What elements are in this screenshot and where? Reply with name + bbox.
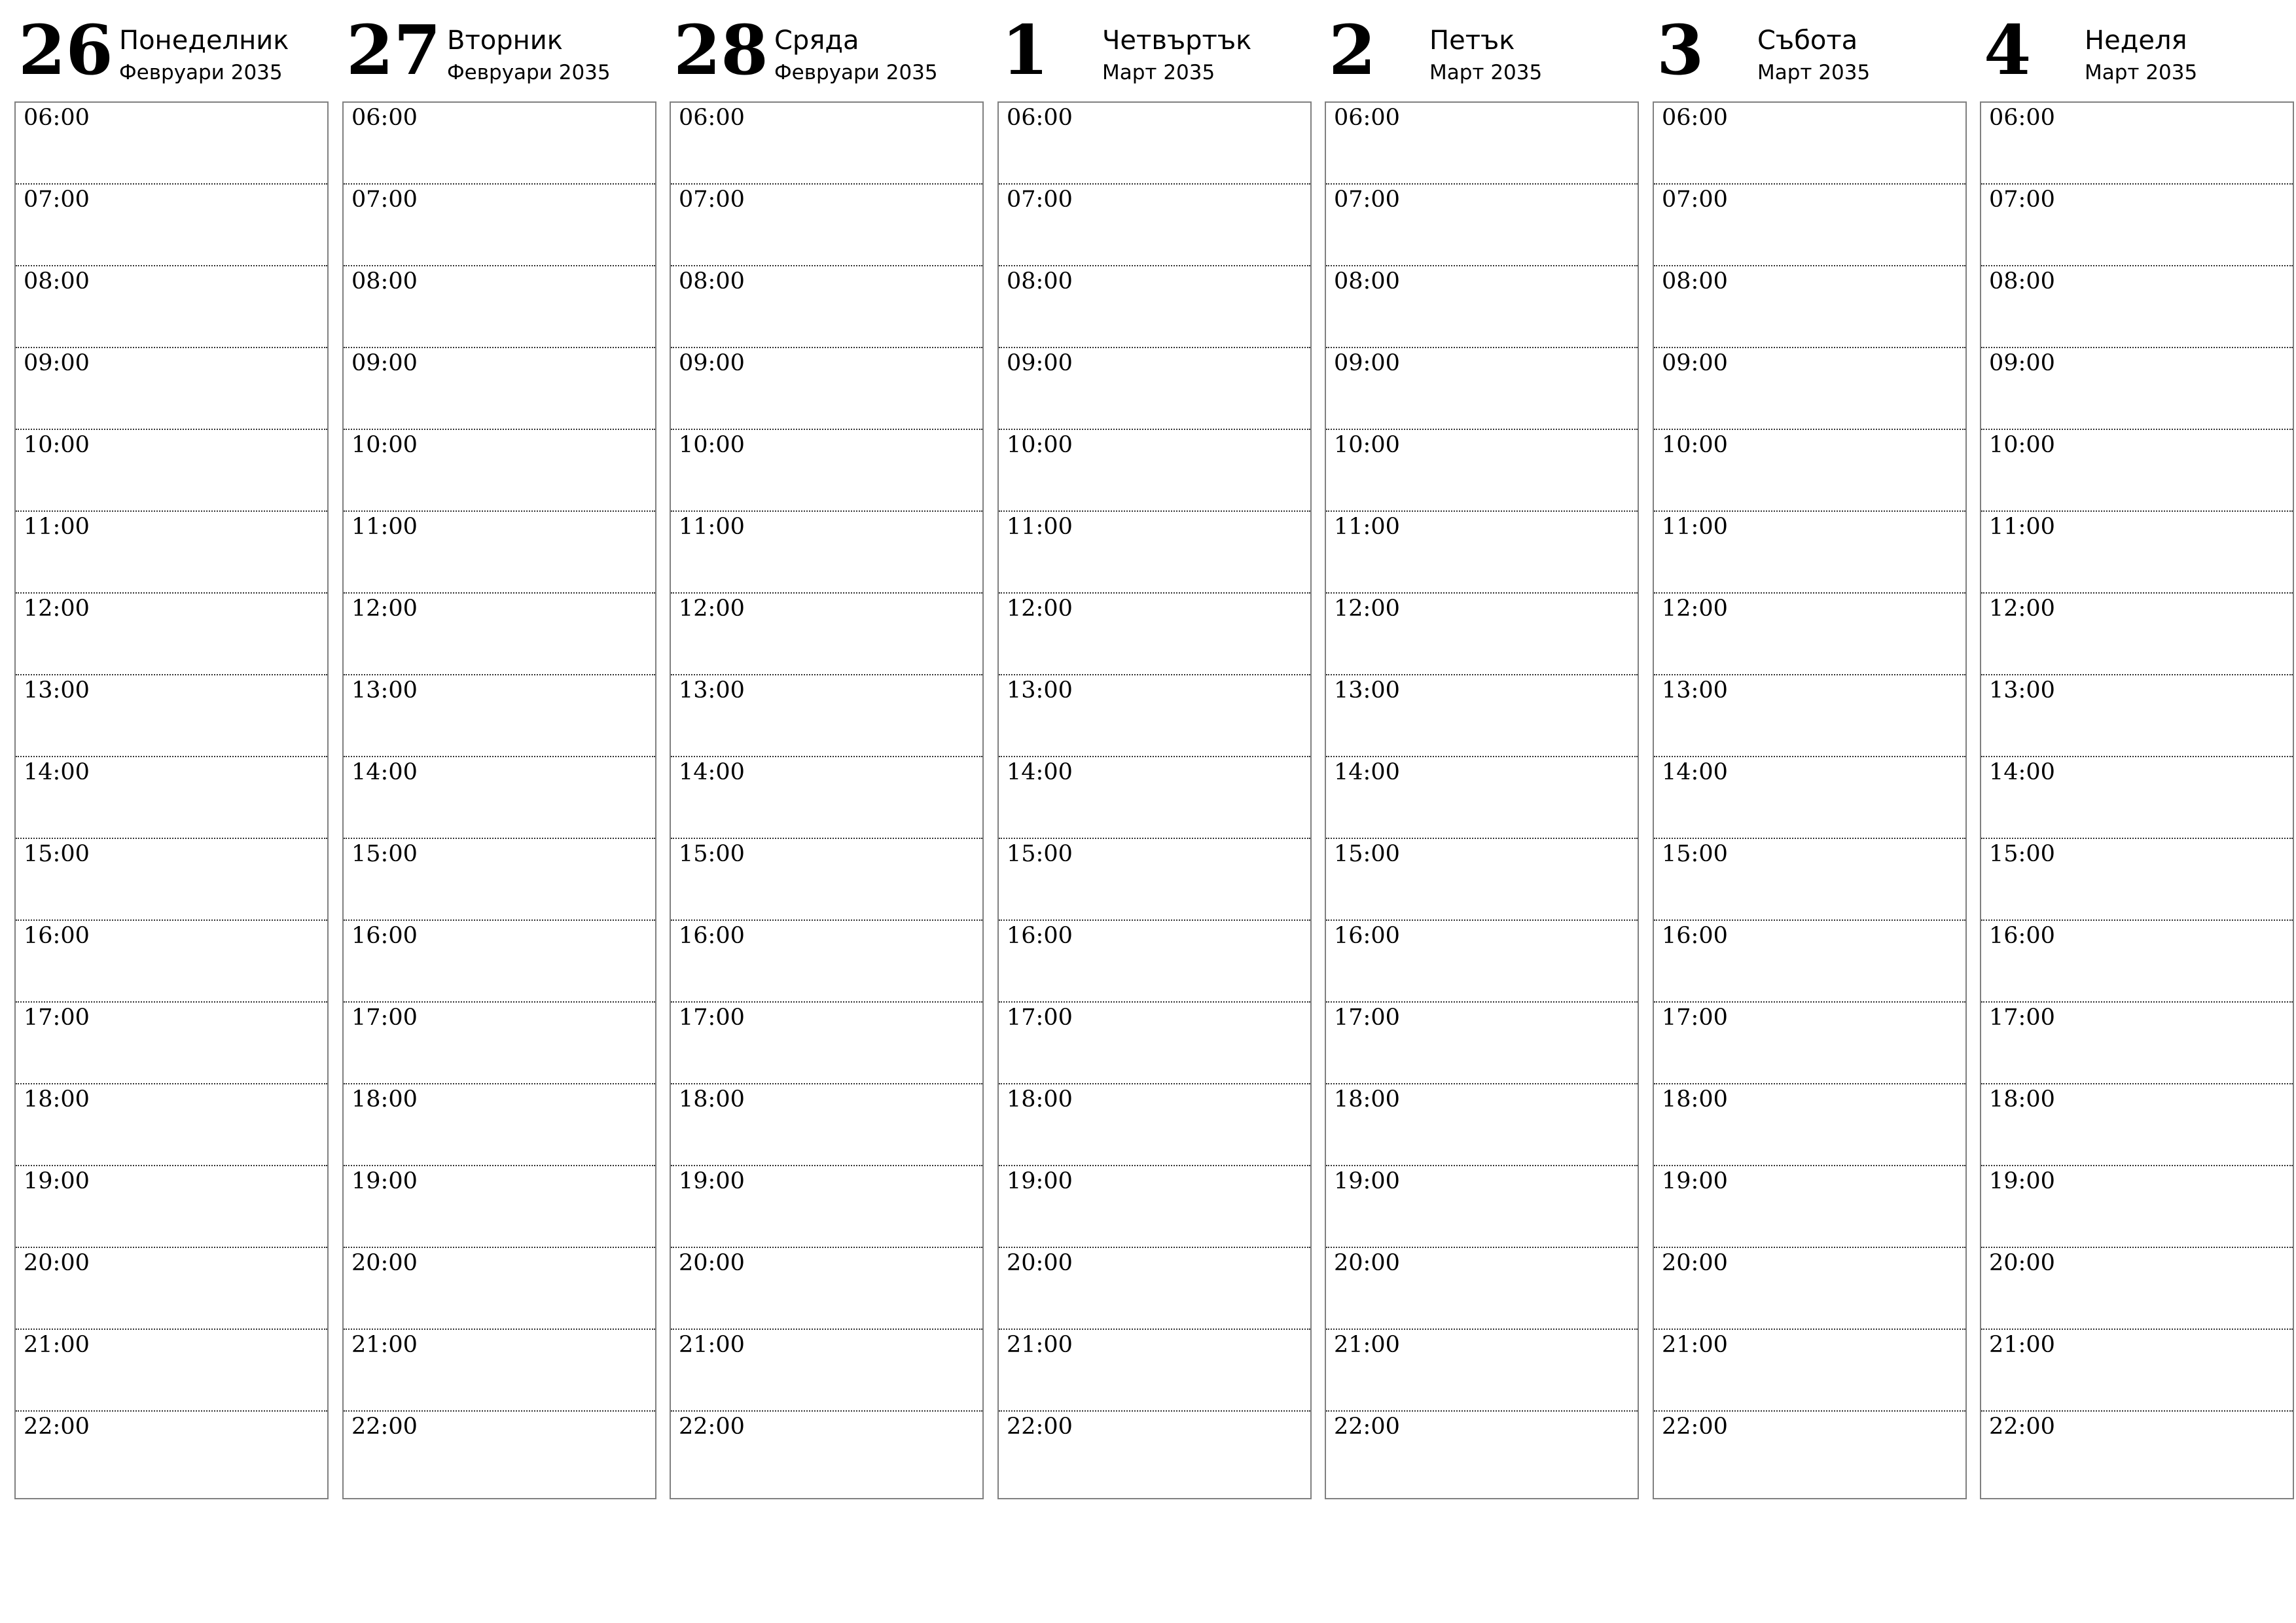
hour-slot[interactable]	[671, 1166, 982, 1248]
hour-label: 13:00	[351, 677, 418, 704]
hour-label: 07:00	[1662, 187, 1728, 213]
hour-label: 06:00	[1662, 105, 1728, 131]
hour-slot[interactable]	[1326, 675, 1638, 757]
hour-slot[interactable]	[1326, 1412, 1638, 1498]
hour-slot[interactable]	[16, 1248, 327, 1330]
hour-label: 17:00	[1334, 1005, 1400, 1031]
day-schedule-box	[1653, 101, 1967, 1499]
hour-slot[interactable]	[1981, 675, 2293, 757]
hour-label: 22:00	[1334, 1414, 1400, 1440]
hour-label: 12:00	[1989, 596, 2055, 622]
hour-slot[interactable]	[671, 1330, 982, 1412]
hour-slot[interactable]	[1981, 839, 2293, 921]
hour-slot[interactable]	[999, 1084, 1310, 1166]
day-number: 3	[1657, 10, 1704, 90]
hour-label: 07:00	[24, 187, 90, 213]
hour-label: 18:00	[351, 1086, 418, 1113]
hour-slot[interactable]	[1981, 1084, 2293, 1166]
hour-label: 19:00	[1334, 1168, 1400, 1194]
hour-slot[interactable]	[16, 430, 327, 512]
hour-slot[interactable]	[671, 921, 982, 1003]
hour-label: 18:00	[1007, 1086, 1073, 1113]
hour-label: 22:00	[24, 1414, 90, 1440]
hour-slot[interactable]	[1326, 757, 1638, 839]
hour-label: 22:00	[1007, 1414, 1073, 1440]
hour-slot[interactable]	[1654, 185, 1965, 266]
hour-slot[interactable]	[1981, 103, 2293, 185]
day-header	[342, 0, 656, 98]
hour-label: 22:00	[1989, 1414, 2055, 1440]
hour-label: 11:00	[1007, 514, 1073, 540]
hour-label: 21:00	[679, 1332, 745, 1358]
hour-label: 12:00	[1007, 596, 1073, 622]
hour-slot[interactable]	[1654, 430, 1965, 512]
day-header	[14, 0, 329, 98]
hour-label: 17:00	[1662, 1005, 1728, 1031]
day-schedule-box	[670, 101, 984, 1499]
hour-label: 06:00	[1007, 105, 1073, 131]
month-year-label: Февруари 2035	[774, 61, 938, 84]
hour-slot[interactable]	[1654, 1330, 1965, 1412]
month-year-label: Март 2035	[1757, 61, 1871, 84]
hour-label: 10:00	[679, 432, 745, 458]
hour-label: 21:00	[1334, 1332, 1400, 1358]
hour-label: 15:00	[1989, 841, 2055, 867]
hour-label: 18:00	[1989, 1086, 2055, 1113]
hour-label: 08:00	[1989, 268, 2055, 294]
weekday-label: Петък	[1429, 26, 1515, 56]
hour-slot[interactable]	[671, 675, 982, 757]
hour-label: 10:00	[1662, 432, 1728, 458]
hour-label: 19:00	[1662, 1168, 1728, 1194]
hour-label: 19:00	[1007, 1168, 1073, 1194]
day-header	[670, 0, 984, 98]
hour-slot[interactable]	[1981, 1330, 2293, 1412]
hour-label: 15:00	[24, 841, 90, 867]
hour-slot[interactable]	[16, 1166, 327, 1248]
hour-slot[interactable]	[1654, 1084, 1965, 1166]
hour-slot[interactable]	[671, 1248, 982, 1330]
day-column	[670, 0, 984, 1505]
hour-label: 21:00	[1989, 1332, 2055, 1358]
hour-label: 17:00	[679, 1005, 745, 1031]
hour-slot[interactable]	[1981, 512, 2293, 594]
hour-slot[interactable]	[1981, 266, 2293, 348]
hour-slot[interactable]	[999, 594, 1310, 675]
hour-label: 15:00	[1334, 841, 1400, 867]
hour-slot[interactable]	[1981, 594, 2293, 675]
hour-slot[interactable]	[999, 839, 1310, 921]
hour-label: 11:00	[1989, 514, 2055, 540]
hour-slot[interactable]	[999, 1166, 1310, 1248]
hour-slot[interactable]	[1326, 1166, 1638, 1248]
hour-label: 08:00	[679, 268, 745, 294]
hour-label: 17:00	[24, 1005, 90, 1031]
hour-slot[interactable]	[344, 266, 655, 348]
hour-slot[interactable]	[671, 594, 982, 675]
hour-label: 19:00	[679, 1168, 745, 1194]
hour-label: 11:00	[1334, 514, 1400, 540]
weekday-label: Сряда	[774, 26, 859, 56]
hour-label: 18:00	[24, 1086, 90, 1113]
day-header	[997, 0, 1312, 98]
hour-slot[interactable]	[671, 185, 982, 266]
hour-label: 10:00	[1007, 432, 1073, 458]
hour-slot[interactable]	[1326, 921, 1638, 1003]
hour-label: 15:00	[351, 841, 418, 867]
hour-slot[interactable]	[16, 594, 327, 675]
hour-label: 13:00	[24, 677, 90, 704]
hour-slot[interactable]	[1654, 348, 1965, 430]
hour-label: 13:00	[1989, 677, 2055, 704]
hour-slot[interactable]	[16, 185, 327, 266]
hour-slot[interactable]	[1326, 512, 1638, 594]
hour-label: 06:00	[1989, 105, 2055, 131]
hour-slot[interactable]	[16, 757, 327, 839]
hour-label: 09:00	[679, 350, 745, 376]
weekday-label: Понеделник	[119, 26, 289, 56]
hour-label: 14:00	[1662, 759, 1728, 785]
hour-label: 06:00	[679, 105, 745, 131]
hour-label: 13:00	[679, 677, 745, 704]
hour-label: 18:00	[1334, 1086, 1400, 1113]
hour-slot[interactable]	[1654, 103, 1965, 185]
hour-label: 12:00	[24, 596, 90, 622]
day-schedule-box	[1325, 101, 1639, 1499]
hour-slot[interactable]	[671, 512, 982, 594]
hour-slot[interactable]	[344, 103, 655, 185]
hour-slot[interactable]	[16, 921, 327, 1003]
hour-slot[interactable]	[1326, 839, 1638, 921]
hour-label: 12:00	[1662, 596, 1728, 622]
hour-slot[interactable]	[999, 103, 1310, 185]
hour-slot[interactable]	[344, 1248, 655, 1330]
hour-label: 20:00	[1334, 1250, 1400, 1276]
hour-slot[interactable]	[1654, 512, 1965, 594]
hour-label: 19:00	[351, 1168, 418, 1194]
hour-slot[interactable]	[1981, 1003, 2293, 1084]
hour-slot[interactable]	[344, 1412, 655, 1498]
hour-label: 13:00	[1662, 677, 1728, 704]
hour-label: 07:00	[679, 187, 745, 213]
hour-slot[interactable]	[16, 266, 327, 348]
hour-slot[interactable]	[999, 1330, 1310, 1412]
hour-slot[interactable]	[344, 594, 655, 675]
hour-label: 14:00	[1334, 759, 1400, 785]
day-column	[14, 0, 329, 1505]
hour-label: 14:00	[679, 759, 745, 785]
hour-label: 06:00	[1334, 105, 1400, 131]
hour-label: 13:00	[1334, 677, 1400, 704]
hour-slot[interactable]	[999, 348, 1310, 430]
hour-label: 21:00	[1007, 1332, 1073, 1358]
day-header	[1325, 0, 1639, 98]
day-number: 28	[673, 10, 768, 90]
hour-slot[interactable]	[999, 675, 1310, 757]
hour-slot[interactable]	[1326, 430, 1638, 512]
hour-slot[interactable]	[16, 675, 327, 757]
hour-slot[interactable]	[344, 757, 655, 839]
hour-label: 08:00	[1334, 268, 1400, 294]
hour-label: 20:00	[679, 1250, 745, 1276]
day-number: 2	[1329, 10, 1376, 90]
hour-slot[interactable]	[1654, 839, 1965, 921]
hour-label: 22:00	[351, 1414, 418, 1440]
hour-slot[interactable]	[344, 1003, 655, 1084]
hour-slot[interactable]	[671, 1084, 982, 1166]
hour-slot[interactable]	[671, 1003, 982, 1084]
hour-label: 18:00	[679, 1086, 745, 1113]
hour-slot[interactable]	[1326, 266, 1638, 348]
hour-slot[interactable]	[344, 1330, 655, 1412]
hour-label: 08:00	[1007, 268, 1073, 294]
hour-label: 19:00	[24, 1168, 90, 1194]
hour-label: 15:00	[1007, 841, 1073, 867]
hour-label: 15:00	[679, 841, 745, 867]
hour-slot[interactable]	[344, 1166, 655, 1248]
hour-slot[interactable]	[1654, 1412, 1965, 1498]
hour-label: 08:00	[24, 268, 90, 294]
hour-label: 14:00	[1007, 759, 1073, 785]
hour-label: 06:00	[24, 105, 90, 131]
hour-label: 10:00	[351, 432, 418, 458]
hour-label: 22:00	[1662, 1414, 1728, 1440]
hour-label: 09:00	[1007, 350, 1073, 376]
hour-label: 20:00	[1989, 1250, 2055, 1276]
hour-label: 07:00	[1989, 187, 2055, 213]
day-schedule-box	[1980, 101, 2294, 1499]
hour-label: 17:00	[1007, 1005, 1073, 1031]
hour-label: 08:00	[1662, 268, 1728, 294]
hour-label: 09:00	[24, 350, 90, 376]
hour-slot[interactable]	[16, 1330, 327, 1412]
weekday-label: Вторник	[447, 26, 563, 56]
hour-slot[interactable]	[16, 1084, 327, 1166]
hour-label: 10:00	[24, 432, 90, 458]
hour-label: 12:00	[1334, 596, 1400, 622]
hour-label: 10:00	[1989, 432, 2055, 458]
hour-label: 21:00	[24, 1332, 90, 1358]
hour-slot[interactable]	[671, 348, 982, 430]
hour-slot[interactable]	[999, 1003, 1310, 1084]
hour-slot[interactable]	[344, 921, 655, 1003]
day-schedule-box	[14, 101, 329, 1499]
hour-slot[interactable]	[344, 839, 655, 921]
hour-label: 13:00	[1007, 677, 1073, 704]
hour-label: 11:00	[679, 514, 745, 540]
day-column	[1980, 0, 2294, 1505]
hour-label: 21:00	[351, 1332, 418, 1358]
weekday-label: Неделя	[2085, 26, 2187, 56]
hour-slot[interactable]	[1654, 594, 1965, 675]
hour-label: 07:00	[1334, 187, 1400, 213]
hour-label: 18:00	[1662, 1086, 1728, 1113]
hour-label: 20:00	[1007, 1250, 1073, 1276]
hour-slot[interactable]	[1654, 757, 1965, 839]
hour-label: 19:00	[1989, 1168, 2055, 1194]
hour-slot[interactable]	[344, 1084, 655, 1166]
hour-slot[interactable]	[671, 103, 982, 185]
hour-slot[interactable]	[671, 430, 982, 512]
hour-label: 14:00	[1989, 759, 2055, 785]
hour-slot[interactable]	[1326, 185, 1638, 266]
hour-slot[interactable]	[1654, 1248, 1965, 1330]
hour-label: 12:00	[351, 596, 418, 622]
day-column	[1653, 0, 1967, 1505]
hour-label: 07:00	[1007, 187, 1073, 213]
hour-slot[interactable]	[999, 757, 1310, 839]
hour-slot[interactable]	[16, 348, 327, 430]
hour-slot[interactable]	[344, 348, 655, 430]
hour-label: 15:00	[1662, 841, 1728, 867]
month-year-label: Февруари 2035	[447, 61, 611, 84]
hour-label: 10:00	[1334, 432, 1400, 458]
hour-slot[interactable]	[1326, 1084, 1638, 1166]
hour-label: 09:00	[351, 350, 418, 376]
hour-slot[interactable]	[999, 1412, 1310, 1498]
day-header	[1980, 0, 2294, 98]
day-column	[997, 0, 1312, 1505]
hour-slot[interactable]	[344, 430, 655, 512]
hour-label: 20:00	[24, 1250, 90, 1276]
hour-slot[interactable]	[1326, 1003, 1638, 1084]
hour-slot[interactable]	[1326, 103, 1638, 185]
hour-slot[interactable]	[16, 103, 327, 185]
hour-label: 17:00	[351, 1005, 418, 1031]
month-year-label: Февруари 2035	[119, 61, 283, 84]
hour-label: 11:00	[351, 514, 418, 540]
month-year-label: Март 2035	[1429, 61, 1543, 84]
hour-slot[interactable]	[671, 1412, 982, 1498]
hour-slot[interactable]	[671, 839, 982, 921]
hour-label: 12:00	[679, 596, 745, 622]
hour-slot[interactable]	[16, 512, 327, 594]
hour-label: 17:00	[1989, 1005, 2055, 1031]
hour-slot[interactable]	[1326, 1248, 1638, 1330]
hour-label: 06:00	[351, 105, 418, 131]
hour-slot[interactable]	[344, 675, 655, 757]
hour-slot[interactable]	[671, 266, 982, 348]
hour-label: 21:00	[1662, 1332, 1728, 1358]
hour-slot[interactable]	[1326, 594, 1638, 675]
day-column	[1325, 0, 1639, 1505]
hour-label: 20:00	[351, 1250, 418, 1276]
hour-slot[interactable]	[999, 921, 1310, 1003]
hour-label: 09:00	[1662, 350, 1728, 376]
hour-slot[interactable]	[16, 839, 327, 921]
hour-slot[interactable]	[1326, 1330, 1638, 1412]
hour-slot[interactable]	[1981, 185, 2293, 266]
hour-label: 16:00	[351, 923, 418, 949]
hour-slot[interactable]	[1981, 757, 2293, 839]
hour-slot[interactable]	[1654, 921, 1965, 1003]
hour-label: 16:00	[1007, 923, 1073, 949]
hour-slot[interactable]	[1981, 1412, 2293, 1498]
hour-slot[interactable]	[16, 1412, 327, 1498]
hour-label: 07:00	[351, 187, 418, 213]
hour-label: 11:00	[1662, 514, 1728, 540]
hour-slot[interactable]	[1654, 266, 1965, 348]
hour-label: 22:00	[679, 1414, 745, 1440]
hour-label: 20:00	[1662, 1250, 1728, 1276]
hour-label: 11:00	[24, 514, 90, 540]
hour-slot[interactable]	[999, 185, 1310, 266]
hour-label: 16:00	[1334, 923, 1400, 949]
month-year-label: Март 2035	[2085, 61, 2198, 84]
hour-label: 08:00	[351, 268, 418, 294]
hour-slot[interactable]	[1654, 1166, 1965, 1248]
hour-slot[interactable]	[1981, 348, 2293, 430]
day-header	[1653, 0, 1967, 98]
weekday-label: Четвъртък	[1102, 26, 1252, 56]
month-year-label: Март 2035	[1102, 61, 1215, 84]
hour-slot[interactable]	[1654, 675, 1965, 757]
hour-slot[interactable]	[16, 1003, 327, 1084]
hour-label: 16:00	[1662, 923, 1728, 949]
day-schedule-box	[997, 101, 1312, 1499]
hour-label: 09:00	[1989, 350, 2055, 376]
hour-label: 16:00	[679, 923, 745, 949]
hour-slot[interactable]	[999, 266, 1310, 348]
hour-slot[interactable]	[999, 512, 1310, 594]
hour-slot[interactable]	[999, 430, 1310, 512]
hour-label: 09:00	[1334, 350, 1400, 376]
day-number: 1	[1001, 10, 1049, 90]
weekday-label: Събота	[1757, 26, 1858, 56]
hour-label: 16:00	[1989, 923, 2055, 949]
hour-slot[interactable]	[999, 1248, 1310, 1330]
hour-slot[interactable]	[1981, 1166, 2293, 1248]
day-column	[342, 0, 656, 1505]
day-schedule-box	[342, 101, 656, 1499]
hour-slot[interactable]	[344, 185, 655, 266]
hour-slot[interactable]	[1981, 430, 2293, 512]
day-number: 4	[1984, 10, 2032, 90]
hour-slot[interactable]	[344, 512, 655, 594]
hour-slot[interactable]	[1981, 921, 2293, 1003]
hour-slot[interactable]	[1654, 1003, 1965, 1084]
hour-label: 14:00	[24, 759, 90, 785]
hour-label: 14:00	[351, 759, 418, 785]
hour-label: 16:00	[24, 923, 90, 949]
day-number: 27	[346, 10, 441, 90]
hour-slot[interactable]	[671, 757, 982, 839]
hour-slot[interactable]	[1981, 1248, 2293, 1330]
day-number: 26	[18, 10, 113, 90]
hour-slot[interactable]	[1326, 348, 1638, 430]
